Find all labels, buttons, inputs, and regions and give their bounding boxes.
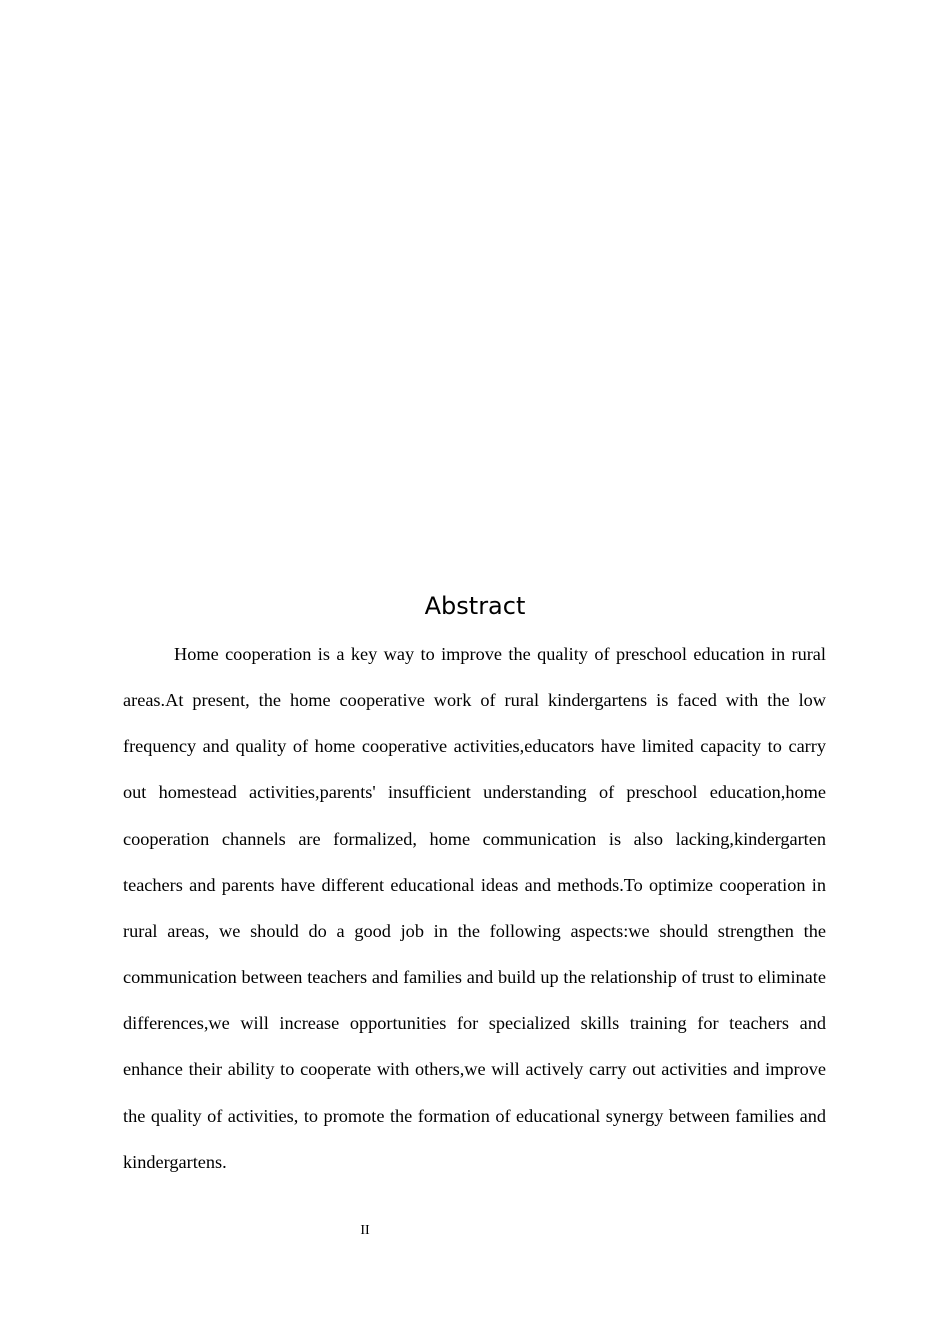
abstract-title: Abstract (424, 592, 526, 620)
page-number: II (360, 1223, 370, 1238)
abstract-body: Home cooperation is a key way to improve the quality of preschool education in rural areas.At present, the home cooperative work of rural kindergartens is faced with the low frequency and quality of home cooperative activities,educators have limited capacity to carry out homestead activities,parents' insufficient understanding of preschool education,home cooperation channels are formalized, home communication is also lacking,kindergarten teachers and parents have different educational ideas and methods.To optimize cooperation in rural areas, we should do a good job in the following aspects:we should strengthen the communication between teachers and families and build up the relationship of trust to eliminate differences,we will increase opportunities for specialized skills training for teachers and enhance their ability to cooperate with others,we will actively carry out activities and improve the quality of activities, to promote the formation of educational synergy between families and kindergartens. (123, 644, 826, 1172)
